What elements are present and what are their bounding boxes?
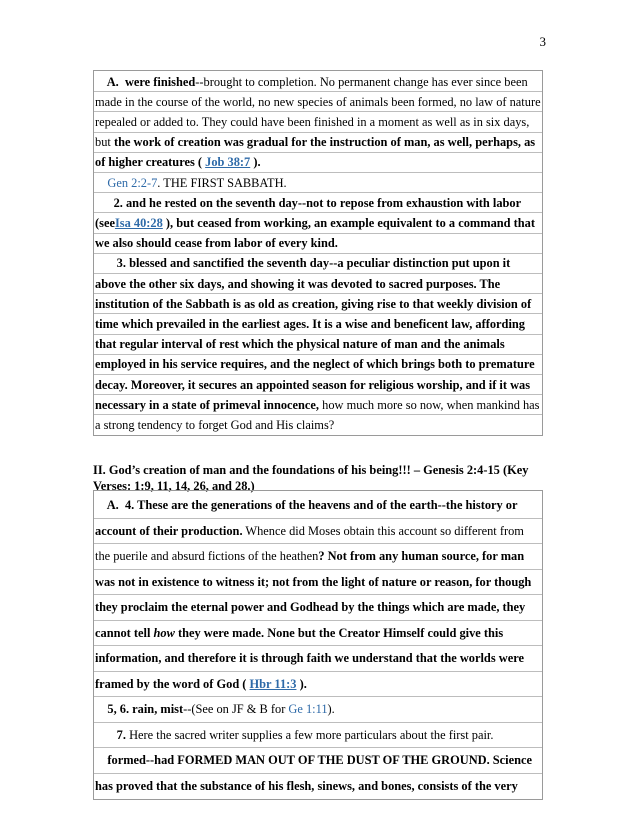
scripture-reference-link[interactable]: Isa 40:28 [114,215,163,230]
commentary-text: A. were finished [95,74,196,89]
commentary-text: ). [296,676,307,691]
commentary-text: has proved that the substance of his flesh, sinews, and bones, consists of the very [95,779,518,794]
box2-line [94,748,542,774]
commentary-text: the work of creation was gradual for the instruction of man, as well, perhaps, as [113,135,536,150]
commentary-text: the puerile and absurd fictions of the heathen [95,549,319,564]
box1-line [94,415,542,435]
commentary-text: that regular interval of rest which the physical nature of man and the animals [95,337,505,352]
scripture-reference-link[interactable]: Hbr 11:3 [249,676,297,691]
box2-line [94,493,542,519]
box2-line [94,570,542,596]
box1-line [94,193,542,213]
commentary-text: above the other six days, and showing it was devoted to sacred purposes. The [95,276,501,291]
box2-line [94,646,542,672]
commentary-text: ? Not from any human source, for man [318,549,525,564]
box1-line [94,254,542,274]
commentary-text: was not in existence to witness it; not from the light of nature or reason, for though [95,574,532,589]
box1-line [94,335,542,355]
box1-line [94,173,542,193]
scripture-reference-link[interactable]: Ge 1:11 [288,702,328,717]
commentary-box-creation-of-man [93,490,543,800]
commentary-text: we also should cease from labor of every kind. [95,236,338,251]
box1-line [94,274,542,294]
commentary-box-sabbath [93,70,543,436]
commentary-text: framed by the word of God ( [95,676,250,691]
commentary-text: account of their production. [95,523,243,538]
commentary-text: Here the sacred writer supplies a few more particulars about the first pair. [125,727,494,742]
box1-line [94,355,542,375]
commentary-text: cannot tell [95,625,154,640]
commentary-text: employed in his service requires, and the neglect of which brings both to premature [95,357,535,372]
commentary-text: a strong tendency to forget God and His claims? [95,418,335,433]
box1-line [94,153,542,173]
commentary-text: ). [327,702,335,717]
box2-line [94,697,542,723]
box2-line [94,672,542,698]
box2-line [94,544,542,570]
box2-line [94,774,542,800]
box1-line [94,375,542,395]
commentary-text: 3. blessed and sanctified the seventh day--a peculiar distinction put upon it [95,256,511,271]
commentary-text: but [95,135,114,150]
commentary-text: (see [95,215,115,230]
commentary-text: they were made. None but the Creator Himself could give this [174,625,504,640]
box2-line [94,519,542,545]
commentary-text: how [153,625,175,640]
box2-line [94,621,542,647]
box1-line [94,133,542,153]
box2-line [94,723,542,749]
box1-line [94,234,542,254]
commentary-text: decay. Moreover, it secures an appointed season for religious worship, and if it was [95,377,531,392]
commentary-text: they proclaim the eternal power and Godhead by the things which are made, they [95,600,526,615]
section-heading-line-1: II. God’s creation of man and the foundations of his being!!! – Genesis 2:4-15 (Key [93,463,529,477]
page-number: 3 [539,34,546,49]
scripture-reference-link[interactable]: Job 38:7 [205,155,251,170]
commentary-text: A. 4. These are the generations of the heavens and of the earth--the history or [95,498,518,513]
box1-line [94,92,542,112]
box1-line [94,72,542,92]
commentary-text: 2. and he rested on the seventh day--not to repose from exhaustion with labor [95,195,522,210]
commentary-text: --(See on JF & B for [183,702,289,717]
commentary-text: made in the course of the world, no new species of animals been formed, no law of nature [95,94,541,109]
commentary-text: of higher creatures ( [95,155,206,170]
commentary-text: Whence did Moses obtain this account so different from [242,523,524,538]
commentary-text: . THE FIRST SABBATH. [157,175,287,190]
box2-line [94,595,542,621]
commentary-text: information, and therefore it is through faith we understand that the worlds were [95,651,524,666]
commentary-text: institution of the Sabbath is as old as creation, giving rise to that weekly division of [95,296,532,311]
commentary-text: time which prevailed in the earliest ages. It is a wise and beneficent law, affording [95,316,525,331]
box1-line [94,294,542,314]
commentary-text: --brought to completion. No permanent change has ever since been [195,74,528,89]
commentary-text: how much more so now, when mankind has [319,397,540,412]
box1-line [94,112,542,132]
commentary-text: formed--had FORMED MAN OUT OF THE DUST OF THE GROUND. Science [95,753,533,768]
commentary-text: 7. [95,727,126,742]
scripture-reference-link[interactable]: Gen 2:2-7 [107,175,158,190]
box1-line [94,314,542,334]
commentary-text [95,176,107,190]
box1-line [94,213,542,233]
section-heading-line-2: Verses: 1:9, 11, 14, 26, and 28.) [93,479,255,493]
commentary-text: necessary in a state of primeval innocence, [95,397,320,412]
commentary-text: 5, 6. rain, mist [95,702,184,717]
commentary-text: ), but ceased from working, an example equivalent to a command that [162,215,535,230]
commentary-text: repealed or added to. They could have been finished in a moment as well as in six days, [95,114,530,129]
box1-line [94,395,542,415]
commentary-text: ). [250,155,261,170]
